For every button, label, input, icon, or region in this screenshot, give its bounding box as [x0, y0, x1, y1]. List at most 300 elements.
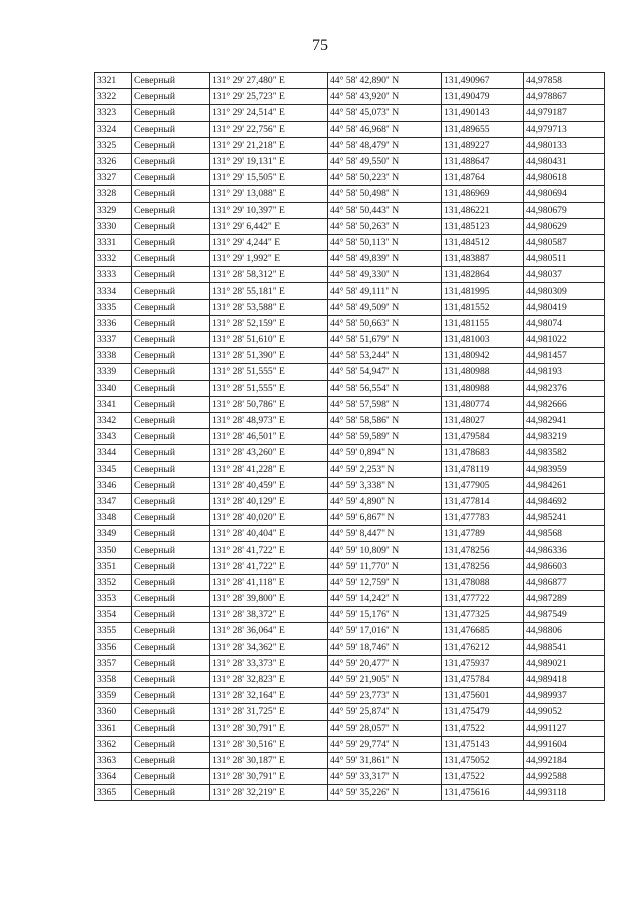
longitude-dms-cell: 131° 28' 30,791" E — [210, 720, 328, 736]
longitude-decimal-cell: 131,478256 — [442, 558, 524, 574]
latitude-decimal-cell: 44,991127 — [524, 720, 605, 736]
latitude-decimal-cell: 44,978867 — [524, 89, 605, 105]
direction-cell: Северный — [132, 396, 210, 412]
longitude-dms-cell: 131° 28' 38,372" E — [210, 607, 328, 623]
point-number-cell: 3364 — [95, 769, 132, 785]
table-row — [95, 574, 605, 590]
longitude-dms-cell: 131° 28' 58,312" E — [210, 267, 328, 283]
longitude-decimal-cell: 131,477783 — [442, 510, 524, 526]
latitude-decimal-cell: 44,981022 — [524, 332, 605, 348]
longitude-dms-cell: 131° 29' 25,723" E — [210, 89, 328, 105]
latitude-decimal-cell: 44,981457 — [524, 348, 605, 364]
longitude-dms-cell: 131° 28' 50,786" E — [210, 396, 328, 412]
latitude-decimal-cell: 44,980618 — [524, 170, 605, 186]
direction-cell: Северный — [132, 591, 210, 607]
direction-cell: Северный — [132, 380, 210, 396]
longitude-decimal-cell: 131,490143 — [442, 105, 524, 121]
latitude-dms-cell: 44° 59' 35,226" N — [328, 785, 442, 801]
table-row — [95, 218, 605, 234]
longitude-decimal-cell: 131,475601 — [442, 688, 524, 704]
longitude-decimal-cell: 131,475784 — [442, 671, 524, 687]
point-number-cell: 3323 — [95, 105, 132, 121]
coordinates-table-body — [95, 73, 605, 801]
table-row — [95, 251, 605, 267]
latitude-decimal-cell: 44,980511 — [524, 251, 605, 267]
direction-cell: Северный — [132, 170, 210, 186]
longitude-decimal-cell: 131,480988 — [442, 364, 524, 380]
point-number-cell: 3350 — [95, 542, 132, 558]
point-number-cell: 3346 — [95, 477, 132, 493]
point-number-cell: 3325 — [95, 137, 132, 153]
table-row — [95, 396, 605, 412]
latitude-dms-cell: 44° 59' 10,809" N — [328, 542, 442, 558]
latitude-dms-cell: 44° 59' 8,447" N — [328, 526, 442, 542]
table-row — [95, 170, 605, 186]
table-row — [95, 315, 605, 331]
direction-cell: Северный — [132, 688, 210, 704]
longitude-dms-cell: 131° 28' 30,791" E — [210, 769, 328, 785]
direction-cell: Северный — [132, 655, 210, 671]
longitude-dms-cell: 131° 28' 33,373" E — [210, 655, 328, 671]
longitude-dms-cell: 131° 28' 51,555" E — [210, 380, 328, 396]
direction-cell: Северный — [132, 752, 210, 768]
direction-cell: Северный — [132, 412, 210, 428]
point-number-cell: 3337 — [95, 332, 132, 348]
direction-cell: Северный — [132, 73, 210, 89]
direction-cell: Северный — [132, 769, 210, 785]
point-number-cell: 3329 — [95, 202, 132, 218]
table-row — [95, 267, 605, 283]
point-number-cell: 3321 — [95, 73, 132, 89]
point-number-cell: 3355 — [95, 623, 132, 639]
latitude-dms-cell: 44° 58' 56,554" N — [328, 380, 442, 396]
table-row — [95, 720, 605, 736]
longitude-dms-cell: 131° 29' 22,756" E — [210, 121, 328, 137]
latitude-dms-cell: 44° 58' 49,550" N — [328, 153, 442, 169]
longitude-decimal-cell: 131,481995 — [442, 283, 524, 299]
point-number-cell: 3360 — [95, 704, 132, 720]
latitude-dms-cell: 44° 58' 59,589" N — [328, 429, 442, 445]
longitude-dms-cell: 131° 29' 27,480" E — [210, 73, 328, 89]
longitude-dms-cell: 131° 28' 53,588" E — [210, 299, 328, 315]
longitude-decimal-cell: 131,483887 — [442, 251, 524, 267]
latitude-decimal-cell: 44,982376 — [524, 380, 605, 396]
point-number-cell: 3330 — [95, 218, 132, 234]
latitude-decimal-cell: 44,98037 — [524, 267, 605, 283]
table-row — [95, 380, 605, 396]
longitude-dms-cell: 131° 28' 40,459" E — [210, 477, 328, 493]
longitude-dms-cell: 131° 28' 41,722" E — [210, 542, 328, 558]
latitude-dms-cell: 44° 59' 2,253" N — [328, 461, 442, 477]
direction-cell: Северный — [132, 736, 210, 752]
latitude-decimal-cell: 44,993118 — [524, 785, 605, 801]
longitude-dms-cell: 131° 28' 41,228" E — [210, 461, 328, 477]
table-row — [95, 477, 605, 493]
longitude-dms-cell: 131° 29' 21,218" E — [210, 137, 328, 153]
table-row — [95, 493, 605, 509]
page-number: 75 — [312, 37, 328, 54]
table-row — [95, 688, 605, 704]
latitude-dms-cell: 44° 58' 50,443" N — [328, 202, 442, 218]
latitude-dms-cell: 44° 58' 58,586" N — [328, 412, 442, 428]
longitude-dms-cell: 131° 28' 55,181" E — [210, 283, 328, 299]
latitude-dms-cell: 44° 59' 31,861" N — [328, 752, 442, 768]
direction-cell: Северный — [132, 137, 210, 153]
longitude-decimal-cell: 131,488647 — [442, 153, 524, 169]
direction-cell: Северный — [132, 121, 210, 137]
longitude-decimal-cell: 131,477905 — [442, 477, 524, 493]
point-number-cell: 3341 — [95, 396, 132, 412]
longitude-dms-cell: 131° 29' 24,514" E — [210, 105, 328, 121]
longitude-decimal-cell: 131,47522 — [442, 720, 524, 736]
longitude-dms-cell: 131° 28' 39,800" E — [210, 591, 328, 607]
latitude-dms-cell: 44° 59' 4,890" N — [328, 493, 442, 509]
latitude-decimal-cell: 44,991604 — [524, 736, 605, 752]
longitude-decimal-cell: 131,477722 — [442, 591, 524, 607]
longitude-dms-cell: 131° 29' 6,442" E — [210, 218, 328, 234]
latitude-dms-cell: 44° 58' 49,111" N — [328, 283, 442, 299]
direction-cell: Северный — [132, 526, 210, 542]
latitude-decimal-cell: 44,989418 — [524, 671, 605, 687]
latitude-decimal-cell: 44,986877 — [524, 574, 605, 590]
longitude-decimal-cell: 131,489227 — [442, 137, 524, 153]
latitude-dms-cell: 44° 59' 6,867" N — [328, 510, 442, 526]
table-row — [95, 623, 605, 639]
longitude-dms-cell: 131° 28' 40,020" E — [210, 510, 328, 526]
latitude-dms-cell: 44° 59' 14,242" N — [328, 591, 442, 607]
latitude-dms-cell: 44° 59' 25,874" N — [328, 704, 442, 720]
table-row — [95, 510, 605, 526]
direction-cell: Северный — [132, 558, 210, 574]
table-row — [95, 153, 605, 169]
longitude-dms-cell: 131° 28' 51,555" E — [210, 364, 328, 380]
longitude-decimal-cell: 131,490967 — [442, 73, 524, 89]
latitude-decimal-cell: 44,980587 — [524, 234, 605, 250]
point-number-cell: 3342 — [95, 412, 132, 428]
latitude-decimal-cell: 44,980309 — [524, 283, 605, 299]
table-row — [95, 137, 605, 153]
point-number-cell: 3345 — [95, 461, 132, 477]
latitude-decimal-cell: 44,982666 — [524, 396, 605, 412]
direction-cell: Северный — [132, 445, 210, 461]
longitude-decimal-cell: 131,477325 — [442, 607, 524, 623]
latitude-dms-cell: 44° 59' 21,905" N — [328, 671, 442, 687]
point-number-cell: 3357 — [95, 655, 132, 671]
longitude-decimal-cell: 131,475479 — [442, 704, 524, 720]
latitude-dms-cell: 44° 58' 45,073" N — [328, 105, 442, 121]
direction-cell: Северный — [132, 607, 210, 623]
direction-cell: Северный — [132, 720, 210, 736]
point-number-cell: 3340 — [95, 380, 132, 396]
longitude-decimal-cell: 131,478088 — [442, 574, 524, 590]
longitude-decimal-cell: 131,478256 — [442, 542, 524, 558]
coordinates-table-container — [94, 72, 604, 801]
longitude-dms-cell: 131° 28' 40,129" E — [210, 493, 328, 509]
latitude-dms-cell: 44° 58' 50,498" N — [328, 186, 442, 202]
point-number-cell: 3349 — [95, 526, 132, 542]
longitude-dms-cell: 131° 28' 36,064" E — [210, 623, 328, 639]
coordinates-table — [94, 72, 605, 801]
longitude-dms-cell: 131° 29' 10,397" E — [210, 202, 328, 218]
point-number-cell: 3334 — [95, 283, 132, 299]
longitude-decimal-cell: 131,481003 — [442, 332, 524, 348]
longitude-decimal-cell: 131,478683 — [442, 445, 524, 461]
table-row — [95, 526, 605, 542]
point-number-cell: 3353 — [95, 591, 132, 607]
direction-cell: Северный — [132, 364, 210, 380]
latitude-dms-cell: 44° 58' 46,968" N — [328, 121, 442, 137]
longitude-decimal-cell: 131,486969 — [442, 186, 524, 202]
latitude-dms-cell: 44° 59' 3,338" N — [328, 477, 442, 493]
longitude-dms-cell: 131° 28' 30,516" E — [210, 736, 328, 752]
table-row — [95, 412, 605, 428]
direction-cell: Северный — [132, 461, 210, 477]
direction-cell: Северный — [132, 429, 210, 445]
direction-cell: Северный — [132, 639, 210, 655]
latitude-decimal-cell: 44,980694 — [524, 186, 605, 202]
latitude-dms-cell: 44° 59' 18,746" N — [328, 639, 442, 655]
latitude-decimal-cell: 44,986336 — [524, 542, 605, 558]
latitude-decimal-cell: 44,979187 — [524, 105, 605, 121]
latitude-dms-cell: 44° 59' 20,477" N — [328, 655, 442, 671]
latitude-decimal-cell: 44,980419 — [524, 299, 605, 315]
longitude-decimal-cell: 131,490479 — [442, 89, 524, 105]
latitude-decimal-cell: 44,992184 — [524, 752, 605, 768]
latitude-decimal-cell: 44,97858 — [524, 73, 605, 89]
latitude-dms-cell: 44° 59' 33,317" N — [328, 769, 442, 785]
table-row — [95, 202, 605, 218]
table-row — [95, 785, 605, 801]
table-row — [95, 558, 605, 574]
latitude-dms-cell: 44° 59' 29,774" N — [328, 736, 442, 752]
point-number-cell: 3324 — [95, 121, 132, 137]
longitude-decimal-cell: 131,476685 — [442, 623, 524, 639]
latitude-decimal-cell: 44,989021 — [524, 655, 605, 671]
point-number-cell: 3326 — [95, 153, 132, 169]
longitude-decimal-cell: 131,475616 — [442, 785, 524, 801]
longitude-decimal-cell: 131,477814 — [442, 493, 524, 509]
longitude-dms-cell: 131° 28' 31,725" E — [210, 704, 328, 720]
direction-cell: Северный — [132, 89, 210, 105]
table-row — [95, 655, 605, 671]
table-row — [95, 769, 605, 785]
point-number-cell: 3362 — [95, 736, 132, 752]
longitude-dms-cell: 131° 28' 46,501" E — [210, 429, 328, 445]
longitude-dms-cell: 131° 28' 51,390" E — [210, 348, 328, 364]
direction-cell: Северный — [132, 493, 210, 509]
direction-cell: Северный — [132, 332, 210, 348]
longitude-decimal-cell: 131,486221 — [442, 202, 524, 218]
direction-cell: Северный — [132, 348, 210, 364]
direction-cell: Северный — [132, 623, 210, 639]
point-number-cell: 3343 — [95, 429, 132, 445]
latitude-decimal-cell: 44,98193 — [524, 364, 605, 380]
longitude-dms-cell: 131° 28' 32,219" E — [210, 785, 328, 801]
longitude-decimal-cell: 131,47522 — [442, 769, 524, 785]
longitude-decimal-cell: 131,475937 — [442, 655, 524, 671]
latitude-decimal-cell: 44,99052 — [524, 704, 605, 720]
longitude-decimal-cell: 131,475052 — [442, 752, 524, 768]
latitude-decimal-cell: 44,979713 — [524, 121, 605, 137]
table-row — [95, 591, 605, 607]
direction-cell: Северный — [132, 574, 210, 590]
longitude-dms-cell: 131° 28' 43,260" E — [210, 445, 328, 461]
longitude-decimal-cell: 131,48764 — [442, 170, 524, 186]
longitude-decimal-cell: 131,479584 — [442, 429, 524, 445]
latitude-dms-cell: 44° 58' 43,920" N — [328, 89, 442, 105]
longitude-dms-cell: 131° 28' 41,118" E — [210, 574, 328, 590]
table-row — [95, 186, 605, 202]
direction-cell: Северный — [132, 202, 210, 218]
latitude-decimal-cell: 44,988541 — [524, 639, 605, 655]
longitude-dms-cell: 131° 28' 32,823" E — [210, 671, 328, 687]
table-row — [95, 429, 605, 445]
latitude-dms-cell: 44° 58' 42,890" N — [328, 73, 442, 89]
longitude-dms-cell: 131° 28' 48,973" E — [210, 412, 328, 428]
table-row — [95, 283, 605, 299]
latitude-dms-cell: 44° 59' 0,894" N — [328, 445, 442, 461]
direction-cell: Северный — [132, 234, 210, 250]
direction-cell: Северный — [132, 283, 210, 299]
latitude-decimal-cell: 44,980133 — [524, 137, 605, 153]
latitude-decimal-cell: 44,984692 — [524, 493, 605, 509]
longitude-dms-cell: 131° 29' 13,088" E — [210, 186, 328, 202]
direction-cell: Северный — [132, 785, 210, 801]
longitude-dms-cell: 131° 28' 51,610" E — [210, 332, 328, 348]
latitude-dms-cell: 44° 58' 50,663" N — [328, 315, 442, 331]
longitude-dms-cell: 131° 28' 40,404" E — [210, 526, 328, 542]
longitude-dms-cell: 131° 28' 30,187" E — [210, 752, 328, 768]
latitude-dms-cell: 44° 58' 48,479" N — [328, 137, 442, 153]
table-row — [95, 445, 605, 461]
longitude-dms-cell: 131° 28' 41,722" E — [210, 558, 328, 574]
latitude-dms-cell: 44° 59' 23,773" N — [328, 688, 442, 704]
latitude-decimal-cell: 44,982941 — [524, 412, 605, 428]
latitude-decimal-cell: 44,983959 — [524, 461, 605, 477]
longitude-decimal-cell: 131,481155 — [442, 315, 524, 331]
longitude-decimal-cell: 131,482864 — [442, 267, 524, 283]
latitude-decimal-cell: 44,987549 — [524, 607, 605, 623]
latitude-dms-cell: 44° 59' 17,016" N — [328, 623, 442, 639]
table-row — [95, 73, 605, 89]
direction-cell: Северный — [132, 218, 210, 234]
latitude-decimal-cell: 44,992588 — [524, 769, 605, 785]
point-number-cell: 3354 — [95, 607, 132, 623]
point-number-cell: 3361 — [95, 720, 132, 736]
latitude-dms-cell: 44° 58' 54,947" N — [328, 364, 442, 380]
table-row — [95, 364, 605, 380]
point-number-cell: 3338 — [95, 348, 132, 364]
point-number-cell: 3358 — [95, 671, 132, 687]
longitude-decimal-cell: 131,475143 — [442, 736, 524, 752]
table-row — [95, 704, 605, 720]
latitude-dms-cell: 44° 58' 51,679" N — [328, 332, 442, 348]
longitude-decimal-cell: 131,480942 — [442, 348, 524, 364]
point-number-cell: 3356 — [95, 639, 132, 655]
table-row — [95, 89, 605, 105]
table-row — [95, 121, 605, 137]
longitude-decimal-cell: 131,489655 — [442, 121, 524, 137]
latitude-dms-cell: 44° 58' 50,223" N — [328, 170, 442, 186]
direction-cell: Северный — [132, 153, 210, 169]
direction-cell: Северный — [132, 105, 210, 121]
latitude-dms-cell: 44° 58' 49,330" N — [328, 267, 442, 283]
longitude-dms-cell: 131° 29' 4,244" E — [210, 234, 328, 250]
latitude-decimal-cell: 44,984261 — [524, 477, 605, 493]
point-number-cell: 3327 — [95, 170, 132, 186]
point-number-cell: 3347 — [95, 493, 132, 509]
latitude-decimal-cell: 44,980679 — [524, 202, 605, 218]
point-number-cell: 3365 — [95, 785, 132, 801]
point-number-cell: 3335 — [95, 299, 132, 315]
latitude-decimal-cell: 44,980629 — [524, 218, 605, 234]
table-row — [95, 752, 605, 768]
point-number-cell: 3339 — [95, 364, 132, 380]
point-number-cell: 3332 — [95, 251, 132, 267]
latitude-dms-cell: 44° 58' 53,244" N — [328, 348, 442, 364]
latitude-decimal-cell: 44,98074 — [524, 315, 605, 331]
table-row — [95, 348, 605, 364]
direction-cell: Северный — [132, 477, 210, 493]
point-number-cell: 3331 — [95, 234, 132, 250]
latitude-dms-cell: 44° 59' 15,176" N — [328, 607, 442, 623]
direction-cell: Северный — [132, 542, 210, 558]
longitude-decimal-cell: 131,47789 — [442, 526, 524, 542]
longitude-dms-cell: 131° 28' 52,159" E — [210, 315, 328, 331]
latitude-decimal-cell: 44,98806 — [524, 623, 605, 639]
longitude-decimal-cell: 131,48027 — [442, 412, 524, 428]
latitude-dms-cell: 44° 58' 50,263" N — [328, 218, 442, 234]
longitude-dms-cell: 131° 29' 15,505" E — [210, 170, 328, 186]
longitude-dms-cell: 131° 29' 1,992" E — [210, 251, 328, 267]
direction-cell: Северный — [132, 299, 210, 315]
latitude-decimal-cell: 44,987289 — [524, 591, 605, 607]
direction-cell: Северный — [132, 267, 210, 283]
point-number-cell: 3363 — [95, 752, 132, 768]
direction-cell: Северный — [132, 671, 210, 687]
direction-cell: Северный — [132, 251, 210, 267]
longitude-decimal-cell: 131,480774 — [442, 396, 524, 412]
latitude-decimal-cell: 44,983219 — [524, 429, 605, 445]
longitude-dms-cell: 131° 29' 19,131" E — [210, 153, 328, 169]
table-row — [95, 299, 605, 315]
table-row — [95, 332, 605, 348]
point-number-cell: 3336 — [95, 315, 132, 331]
table-row — [95, 461, 605, 477]
latitude-dms-cell: 44° 59' 28,057" N — [328, 720, 442, 736]
point-number-cell: 3328 — [95, 186, 132, 202]
longitude-decimal-cell: 131,481552 — [442, 299, 524, 315]
latitude-dms-cell: 44° 58' 49,839" N — [328, 251, 442, 267]
point-number-cell: 3351 — [95, 558, 132, 574]
point-number-cell: 3344 — [95, 445, 132, 461]
direction-cell: Северный — [132, 510, 210, 526]
longitude-decimal-cell: 131,485123 — [442, 218, 524, 234]
longitude-decimal-cell: 131,484512 — [442, 234, 524, 250]
latitude-decimal-cell: 44,98568 — [524, 526, 605, 542]
latitude-decimal-cell: 44,989937 — [524, 688, 605, 704]
longitude-decimal-cell: 131,476212 — [442, 639, 524, 655]
latitude-decimal-cell: 44,986603 — [524, 558, 605, 574]
table-row — [95, 607, 605, 623]
direction-cell: Северный — [132, 704, 210, 720]
table-row — [95, 105, 605, 121]
point-number-cell: 3333 — [95, 267, 132, 283]
latitude-decimal-cell: 44,985241 — [524, 510, 605, 526]
longitude-decimal-cell: 131,478119 — [442, 461, 524, 477]
latitude-decimal-cell: 44,983582 — [524, 445, 605, 461]
direction-cell: Северный — [132, 315, 210, 331]
